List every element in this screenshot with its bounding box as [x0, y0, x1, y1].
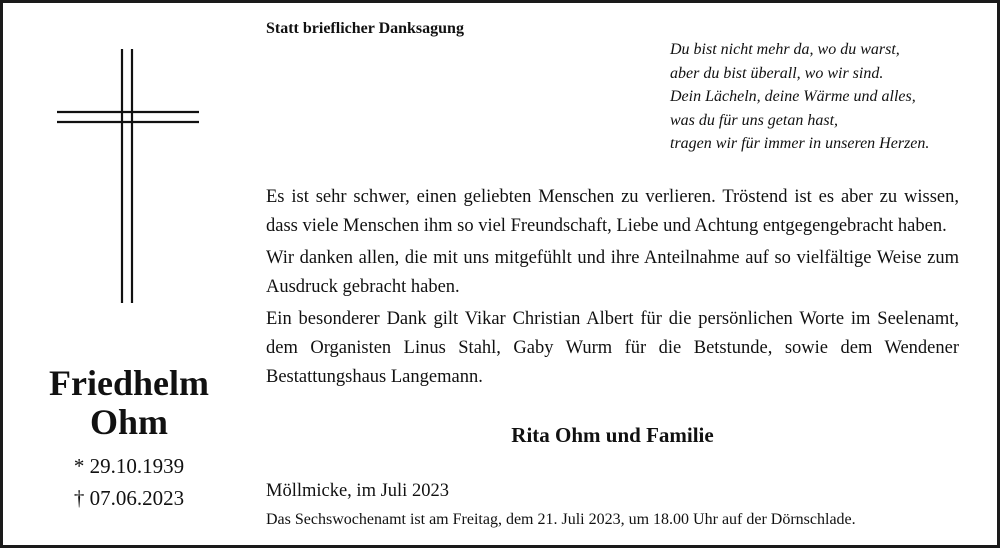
- paragraph: Es ist sehr schwer, einen geliebten Menschen zu verlieren. Tröstend ist es aber zu wissen, dass viele Menschen ihm so viel Freundschaft, Liebe und Achtung entgegengebracht haben.: [266, 187, 959, 236]
- poem-line: Dein Lächeln, deine Wärme und alles,: [670, 88, 916, 105]
- poem-line: was du für uns getan hast,: [670, 111, 839, 129]
- notice-header: Statt brieflicher Danksagung: [266, 20, 464, 37]
- birth-date: * 29.10.1939: [73, 454, 185, 478]
- memorial-mass-note: Das Sechswochenamt ist am Freitag, dem 21. Juli 2023, um 18.00 Uhr auf der Dörnschlade.: [266, 511, 856, 528]
- paragraph: Ein besonderer Dank gilt Vikar Christian Albert für die persönlichen Worte im Seelenamt, dem Organisten Linus Stahl, Gaby Wurm für die Betstunde, sowie dem Wendener Bestattungshaus Langemann.: [266, 309, 959, 387]
- death-date: † 07.06.2023: [73, 486, 185, 510]
- paragraph: Wir danken allen, die mit uns mitgefühlt und ihre Anteilnahme auf so vielfältige Weise zum Ausdruck gebracht haben.: [266, 248, 959, 297]
- thanks-text: [266, 183, 959, 395]
- place-date: Möllmicke, im Juli 2023: [266, 481, 449, 501]
- deceased-first-name: Friedhelm: [49, 363, 209, 403]
- poem-line: aber du bist überall, wo wir sind.: [670, 64, 884, 82]
- family-signature: Rita Ohm und Familie: [511, 423, 714, 447]
- deceased-last-name: Ohm: [89, 402, 168, 442]
- poem-line: Du bist nicht mehr da, wo du warst,: [670, 41, 900, 58]
- poem: [670, 38, 990, 156]
- cross-icon: [55, 47, 201, 305]
- poem-line: tragen wir für immer in unseren Herzen.: [670, 135, 930, 152]
